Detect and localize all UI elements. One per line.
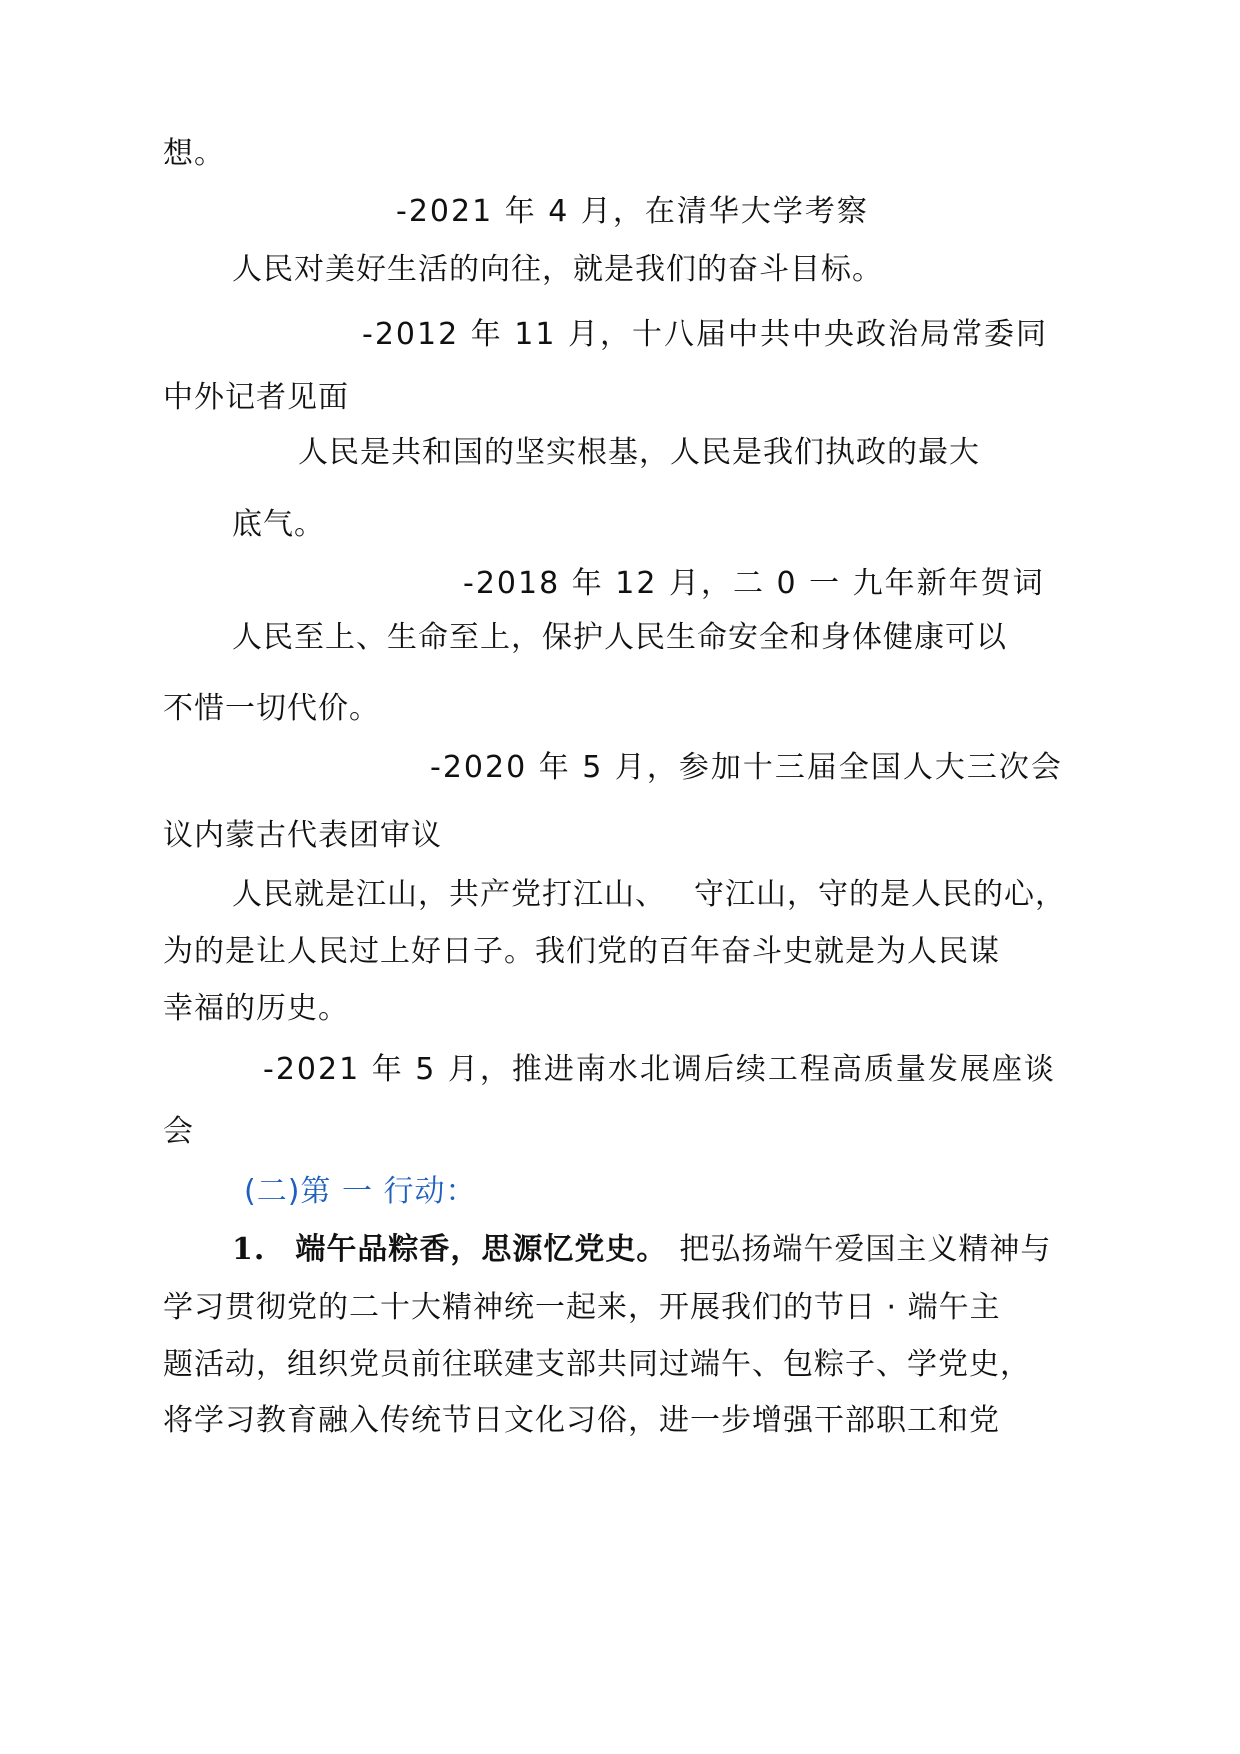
- quote-text-4: [232, 875, 1066, 915]
- quote-source-tsinghua: -2021 年 4 月，在清华大学考察: [396, 194, 869, 229]
- action-item-1-cont-2: 题活动，组织党员前往联建支部共同过端午、包粽子、学党史，: [163, 1347, 1031, 1382]
- quote-source-2020-cont: 议内蒙古代表团审议: [163, 818, 442, 853]
- action-item-1: [232, 1230, 1051, 1270]
- quote-text-3-cont: 不惜一切代价。: [163, 691, 380, 726]
- quote-text-3: 人民至上、生命至上，保护人民生命安全和身体健康可以: [232, 620, 1007, 655]
- quote-source-2020: -2020 年 5 月，参加十三届全国人大三次会: [430, 750, 1063, 785]
- quote-source-2012-cont: 中外记者见面: [163, 380, 349, 415]
- quote-text-1: 人民对美好生活的向往，就是我们的奋斗目标。: [232, 252, 883, 287]
- action-item-number: 1.: [232, 1232, 266, 1267]
- quote-source-2018: -2018 年 12 月，二 0 一 九年新年贺词: [463, 566, 1045, 601]
- section-heading-action-one: (二)第 一 行动：: [244, 1174, 477, 1209]
- quote-text-2: 人民是共和国的坚实根基，人民是我们执政的最大: [298, 435, 980, 470]
- action-item-1-cont-1: 学习贯彻党的二十大精神统一起来，开展我们的节日 · 端午主: [163, 1290, 1001, 1325]
- action-item-title: 端午品粽香，思源忆党史。: [295, 1232, 668, 1267]
- quote-text-4-cont-2: 幸福的历史。: [163, 991, 349, 1026]
- quote-text-4-cont-1: 为的是让人民过上好日子。我们党的百年奋斗史就是为人民谋: [163, 934, 1000, 969]
- quote-text-2-cont: 底气。: [232, 507, 325, 542]
- text-line-1: 想。: [163, 136, 225, 171]
- action-item-text: 把弘扬端午爱国主义精神与: [679, 1232, 1052, 1267]
- quote-text-4-part-1: 人民就是江山，共产党打江山、: [232, 877, 666, 912]
- quote-source-2021-may: -2021 年 5 月，推进南水北调后续工程高质量发展座谈: [263, 1052, 1056, 1087]
- quote-source-2012: -2012 年 11 月，十八届中共中央政治局常委同: [362, 317, 1048, 352]
- action-item-1-cont-3: 将学习教育融入传统节日文化习俗，进一步增强干部职工和党: [163, 1403, 1000, 1438]
- quote-text-4-part-2: 守江山，守的是人民的心，: [694, 877, 1066, 912]
- quote-source-2021-may-cont: 会: [163, 1114, 194, 1149]
